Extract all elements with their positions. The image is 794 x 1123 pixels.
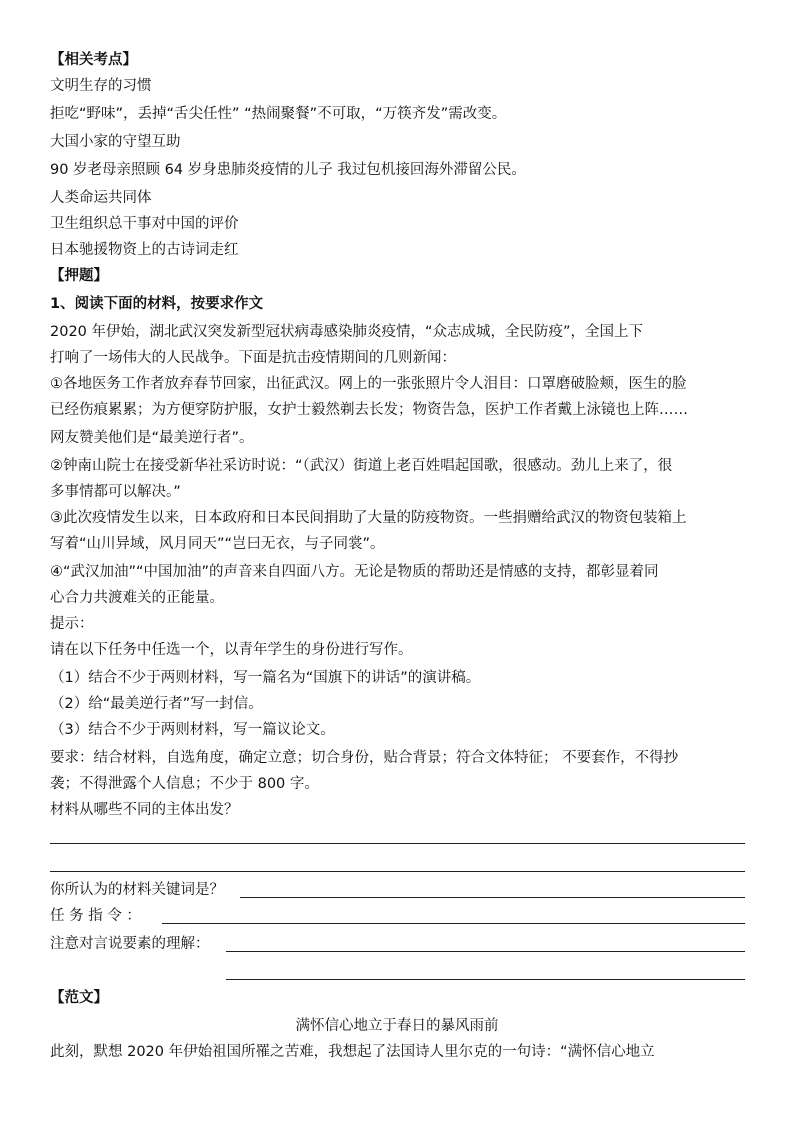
section-heading-yati: 【押题】 — [50, 268, 108, 284]
material-line: 心合力共渡难关的正能量。 — [50, 590, 224, 606]
answer-line[interactable] — [50, 843, 745, 844]
material-line: ①各地医务工作者放弃春节回家，出征武汉。网上的一张张照片令人泪目：口罩磨破脸颊，医生的脸 — [50, 376, 687, 392]
task-option: （2）给“最美逆行者”写一封信。 — [50, 696, 263, 712]
kaodian-item: 90 岁老母亲照顾 64 岁身患肺炎疫情的儿子 我过包机接回海外滞留公民。 — [50, 162, 526, 178]
material-line: ②钟南山院士在接受新华社采访时说：“（武汉）街道上老百姓唱起国歌，很感动。劲儿上来了，很 — [50, 458, 673, 474]
answer-line[interactable] — [226, 979, 745, 980]
question-task: 任 务 指 令 ： — [50, 908, 141, 924]
question-title: 1、阅读下面的材料，按要求作文 — [50, 296, 264, 312]
task-option: （1）结合不少于两则材料，写一篇名为“国旗下的讲话”的演讲稿。 — [50, 670, 481, 686]
answer-line[interactable] — [162, 923, 745, 924]
kaodian-item: 日本驰援物资上的古诗词走红 — [50, 242, 239, 258]
question-keywords: 你所认为的材料关键词是？ — [50, 882, 224, 898]
material-line: ③此次疫情发生以来，日本政府和日本民间捐助了大量的防疫物资。一些捐赠给武汉的物资包装箱上 — [50, 510, 687, 526]
essay-first-line: 此刻，默想 2020 年伊始祖国所罹之苦难，我想起了法国诗人里尔克的一句诗：“满怀信心地立 — [50, 1044, 655, 1060]
kaodian-item: 拒吃“野味”，丢掉“舌尖任性” “热闹聚餐”不可取，“万筷齐发”需改变。 — [50, 106, 507, 122]
material-line: 2020 年伊始，湖北武汉突发新型冠状病毒感染肺炎疫情，“众志成城，全民防疫”，全国上下 — [50, 324, 644, 340]
question-subject: 材料从哪些不同的主体出发？ — [50, 802, 239, 818]
prompt-line: 请在以下任务中任选一个，以青年学生的身份进行写作。 — [50, 642, 413, 658]
question-context: 注意对言说要素的理解： — [50, 936, 210, 952]
kaodian-item: 人类命运共同体 — [50, 190, 152, 206]
prompt-label: 提示： — [50, 616, 94, 632]
kaodian-item: 文明生存的习惯 — [50, 78, 152, 94]
section-heading-kaodian: 【相关考点】 — [50, 52, 137, 68]
requirement-line: 袭；不得泄露个人信息；不少于 800 字。 — [50, 776, 319, 792]
answer-line[interactable] — [226, 951, 745, 952]
kaodian-item: 大国小家的守望互助 — [50, 134, 181, 150]
material-line: 已经伤痕累累；为方便穿防护服，女护士毅然剃去长发；物资告急，医护工作者戴上泳镜也上阵…… — [50, 402, 688, 418]
essay-title: 满怀信心地立于春日的暴风雨前 — [295, 1018, 499, 1034]
material-line: 写着“山川异域，风月同天”“岂曰无衣，与子同裳”。 — [50, 536, 385, 552]
requirement-line: 要求：结合材料，自选角度，确定立意；切合身份，贴合背景；符合文体特征； 不要套作，不得抄 — [50, 750, 679, 766]
answer-line[interactable] — [240, 897, 745, 898]
answer-line[interactable] — [50, 871, 745, 872]
section-heading-fanwen: 【范文】 — [50, 990, 108, 1006]
task-option: （3）结合不少于两则材料，写一篇议论文。 — [50, 722, 335, 738]
material-line: 网友赞美他们是“最美逆行者”。 — [50, 430, 254, 446]
material-line: 打响了一场伟大的人民战争。下面是抗击疫情期间的几则新闻： — [50, 350, 456, 366]
kaodian-item: 卫生组织总干事对中国的评价 — [50, 216, 239, 232]
material-line: ④“武汉加油”“中国加油”的声音来自四面八方。无论是物质的帮助还是情感的支持，都彰显着同 — [50, 564, 659, 580]
material-line: 多事情都可以解决。” — [50, 484, 181, 500]
